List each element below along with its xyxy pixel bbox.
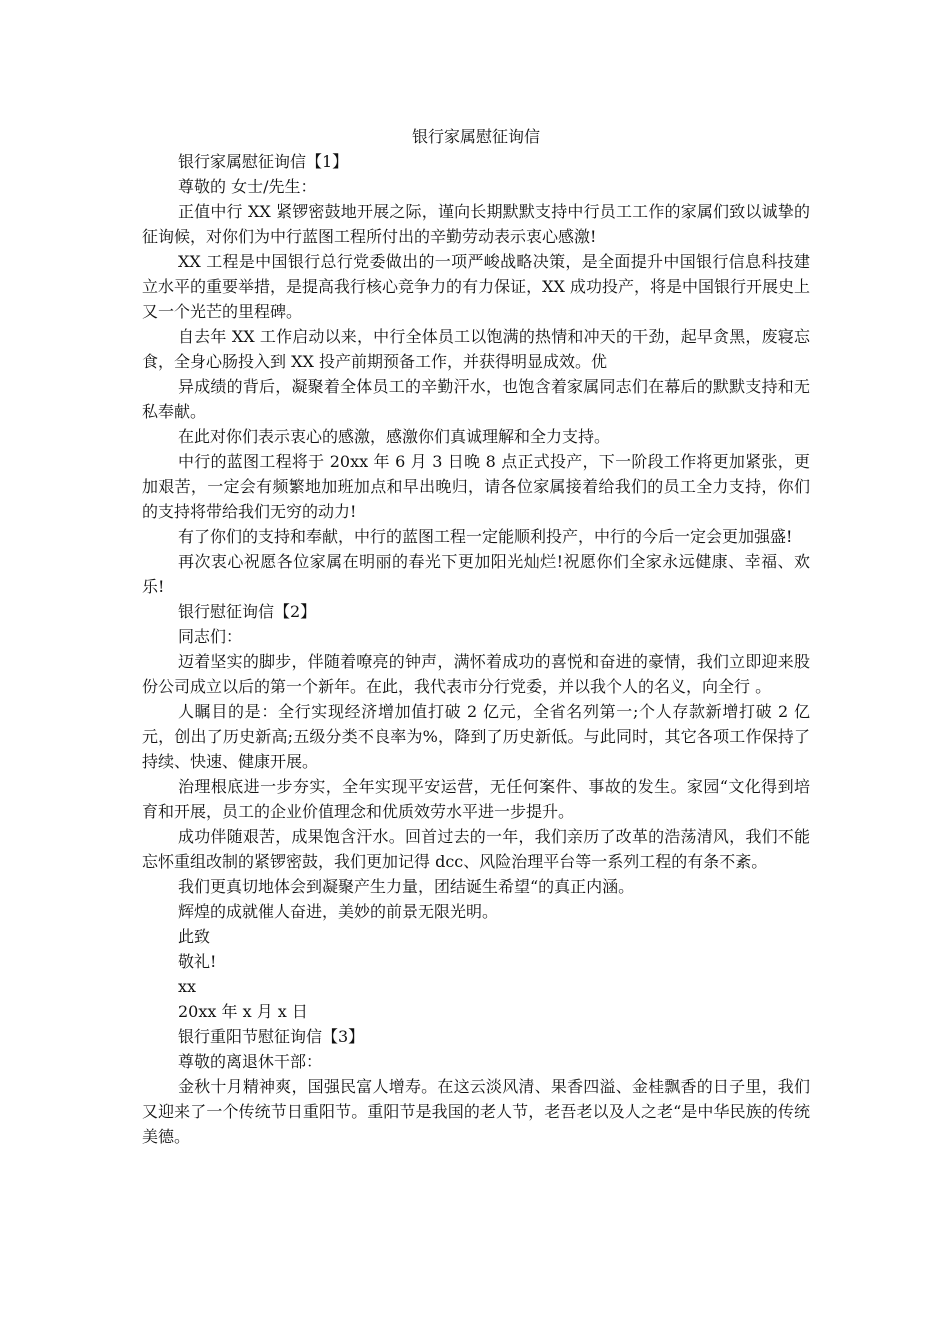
body-paragraph: 中行的蓝图工程将于 20xx 年 6 月 3 日晚 8 点正式投产，下一阶段工作将更加紧张，更加艰苦，一定会有频繁地加班加点和早出晚归，请各位家属接着给我们的员工全力支持，你们的支持将带给我们无穷的动力! bbox=[142, 452, 810, 521]
closing-line: 敬礼! bbox=[178, 952, 217, 971]
body-paragraph: 再次衷心祝愿各位家属在明丽的春光下更加阳光灿烂!祝愿你们全家永远健康、幸福、欢乐! bbox=[142, 552, 810, 596]
body-paragraph: XX 工程是中国银行总行党委做出的一项严峻战略决策，是全面提升中国银行信息科技建立水平的重要举措，是提高我行核心竞争力的有力保证，XX 成功投产，将是中国银行开展史上又一个光芒的里程碑。 bbox=[142, 252, 810, 321]
document-page bbox=[142, 124, 810, 1149]
body-paragraph: 迈着坚实的脚步，伴随着嘹亮的钟声，满怀着成功的喜悦和奋进的豪情，我们立即迎来股份公司成立以后的第一个新年。在此，我代表市分行党委，并以我个人的名义，向全行 。 bbox=[142, 652, 810, 696]
body-paragraph: 异成绩的背后，凝聚着全体员工的辛勤汗水，也饱含着家属同志们在幕后的默默支持和无私奉献。 bbox=[142, 377, 810, 421]
body-paragraph: 我们更真切地体会到凝聚产生力量，团结诞生希望“的真正内涵。 bbox=[178, 877, 635, 896]
body-paragraph: 在此对你们表示衷心的感激，感激你们真诚理解和全力支持。 bbox=[178, 427, 611, 446]
date-line: 20xx 年 x 月 x 日 bbox=[178, 1002, 308, 1021]
body-paragraph: 自去年 XX 工作启动以来，中行全体员工以饱满的热情和冲天的干劲，起早贪黑，废寝忘食，全身心肠投入到 XX 投产前期预备工作，并获得明显成效。优 bbox=[142, 327, 810, 371]
body-paragraph: 人瞩目的是：全行实现经济增加值打破 2 亿元，全省名列第一;个人存款新增打破 2 亿元，创出了历史新高;五级分类不良率为%，降到了历史新低。与此同时，其它各项工作保持了持续、快速、健康开展。 bbox=[142, 702, 810, 771]
section-heading-2: 银行慰征询信【2】 bbox=[178, 602, 317, 621]
salutation: 尊敬的 女士/先生： bbox=[178, 177, 317, 196]
section-heading-1: 银行家属慰征询信【1】 bbox=[178, 152, 349, 171]
body-paragraph: 成功伴随艰苦，成果饱含汗水。回首过去的一年，我们亲历了改革的浩荡清风，我们不能忘怀重组改制的紧锣密鼓，我们更加记得 dcc、风险治理平台等一系列工程的有条不紊。 bbox=[142, 827, 810, 871]
section-heading-3: 银行重阳节慰征询信【3】 bbox=[178, 1027, 365, 1046]
document-title: 银行家属慰征询信 bbox=[411, 127, 540, 146]
body-paragraph: 辉煌的成就催人奋进，美妙的前景无限光明。 bbox=[178, 902, 499, 921]
signature: xx bbox=[178, 977, 197, 996]
body-paragraph: 金秋十月精神爽，国强民富人增寿。在这云淡风清、果香四溢、金桂飘香的日子里，我们又迎来了一个传统节日重阳节。重阳节是我国的老人节，老吾老以及人之老“是中华民族的传统美德。 bbox=[142, 1077, 810, 1146]
body-paragraph: 治理根底进一步夯实，全年实现平安运营，无任何案件、事故的发生。家园“文化得到培育和开展，员工的企业价值理念和优质效劳水平进一步提升。 bbox=[142, 777, 810, 821]
body-paragraph: 有了你们的支持和奉献，中行的蓝图工程一定能顺利投产，中行的今后一定会更加强盛! bbox=[178, 527, 793, 546]
salutation: 尊敬的离退休干部： bbox=[178, 1052, 323, 1071]
closing-line: 此致 bbox=[178, 927, 211, 946]
salutation: 同志们： bbox=[178, 627, 243, 646]
body-paragraph: 正值中行 XX 紧锣密鼓地开展之际，谨向长期默默支持中行员工工作的家属们致以诚挚的征询候，对你们为中行蓝图工程所付出的辛勤劳动表示衷心感激! bbox=[142, 202, 810, 246]
